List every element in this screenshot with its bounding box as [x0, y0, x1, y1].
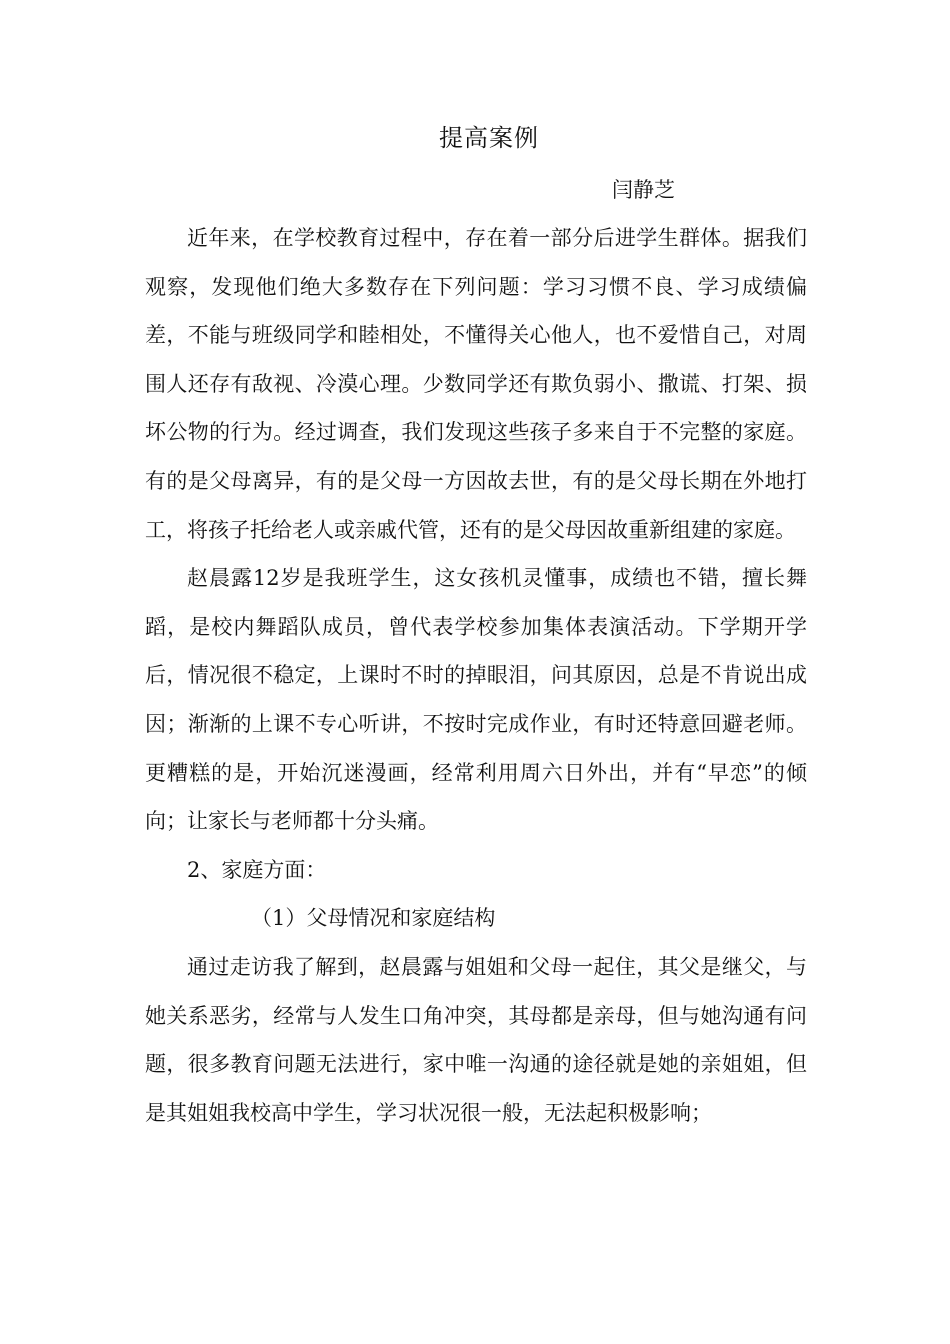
document-body: [145, 214, 807, 1137]
document-title: 提高案例: [439, 124, 539, 152]
paragraph-intro: 近年来，在学校教育过程中，存在着一部分后进学生群体。据我们观察，发现他们绝大多数存在下列问题：学习习惯不良、学习成绩偏差，不能与班级同学和睦相处，不懂得关心他人，也不爱惜自己，对周围人还存有敌视、冷漠心理。少数同学还有欺负弱小、撒谎、打架、损坏公物的行为。经过调查，我们发现这些孩子多来自于不完整的家庭。有的是父母离异，有的是父母一方因故去世，有的是父母长期在外地打工，将孩子托给老人或亲戚代管，还有的是父母因故重新组建的家庭。: [145, 226, 807, 542]
paragraph-family: 通过走访我了解到，赵晨露与姐姐和父母一起住，其父是继父，与她关系恶劣，经常与人发生口角冲突，其母都是亲母，但与她沟通有问题，很多教育问题无法进行，家中唯一沟通的途径就是她的亲姐姐，但是其姐姐我校高中学生，学习状况很一般，无法起积极影响；: [145, 954, 807, 1125]
subsection-heading: （1）父母情况和家庭结构: [251, 906, 496, 931]
paragraph-case: 赵晨露12岁是我班学生，这女孩机灵懂事，成绩也不错，擅长舞蹈，是校内舞蹈队成员，曾代表学校参加集体表演活动。下学期开学后，情况很不稳定，上课时不时的掉眼泪，问其原因，总是不肯说出成因；渐渐的上课不专心听讲，不按时完成作业，有时还特意回避老师。更糟糕的是，开始沉迷漫画，经常利用周六日外出，并有“早恋”的倾向；让家长与老师都十分头痛。: [145, 566, 807, 834]
section-heading: 2、家庭方面：: [187, 857, 327, 882]
document-author: 闫静芝: [612, 178, 675, 202]
